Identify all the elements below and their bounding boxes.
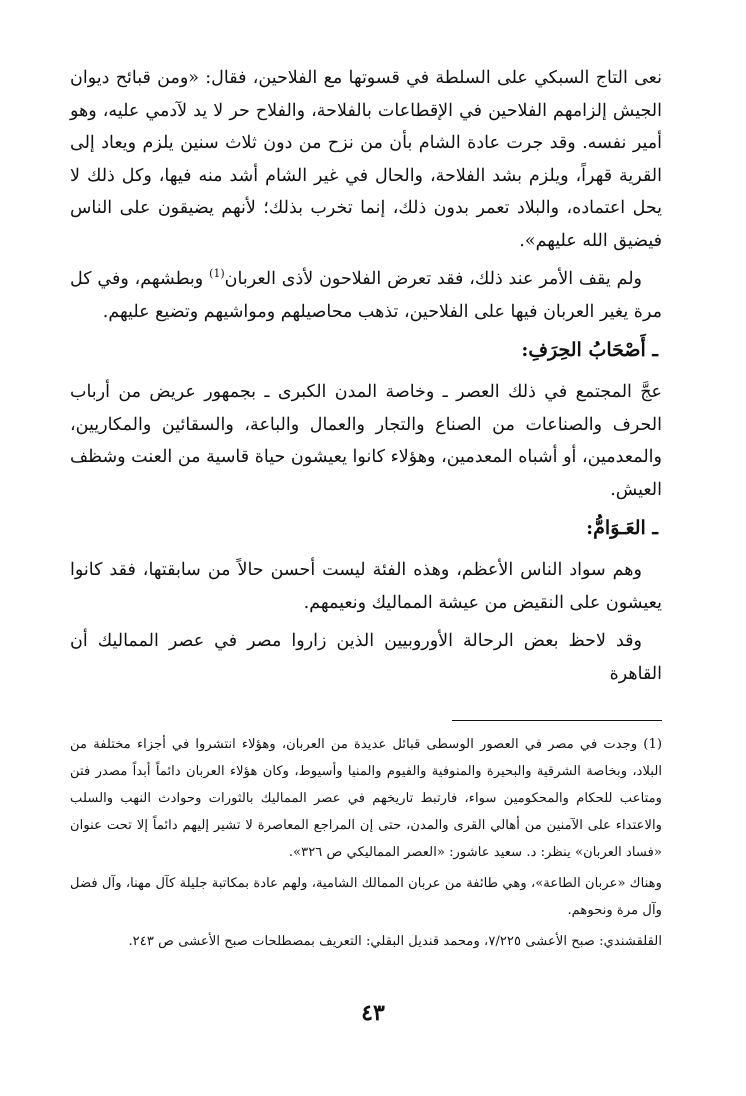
- footnote-reference-list: القلقشندي: صبح الأعشى ٧/٢٢٥، ومحمد قنديل البقلي: التعريف بمصطلحات صبح الأعشى ص ٢٤٣.: [128, 934, 662, 949]
- footnote-continuation: وهناك «عربان الطاعة»، وهي طائفة من عربان الممالك الشامية، ولهم عادة بمكاتبة جليلة كآل مهنا، وآل فضل وآل مرة ونحوهم.: [70, 876, 662, 918]
- footnotes: [70, 731, 662, 955]
- paragraph-1: نعى التاج السبكي على السلطة في قسوتها مع الفلاحين، فقال: «ومن قبائح ديوان الجيش إلزامهم الفلاحين في الإقطاعات بالفلاحة، والفلاح حر لا يد لآدمي عليه، وهو أمير نفسه. وقد جرت عادة الشام بأن من نزح من دون ثلاث سنين يلزم ويعاد إلى القرية قهراً، ويلزم بشد الفلاحة، والحال في غير الشام أشد منه فيها، وكل ذلك لا يحل اعتماده، والبلاد تعمر بدون ذلك، إنما تخرب بذلك؛ لأنهم يضيقون على الناس فيضيق الله عليهم».: [70, 68, 662, 251]
- paragraph-2-part-2: وبطشهم، وفي كل مرة يغير العربان فيها على الفلاحين، تذهب محاصيلهم ومواشيهم وتضيع عليهم.: [70, 269, 662, 322]
- main-text: [70, 62, 662, 690]
- paragraph-2: [70, 263, 662, 328]
- section-heading-craftsmen: ـ أَصْحَابُ الحِرَفِ:: [521, 339, 658, 361]
- paragraph-3: عجَّ المجتمع في ذلك العصر ـ وخاصة المدن الكبرى ـ بجمهور عريض من أرباب الحرف والصناعات من الصناع والتجار والعمال والباعة، والسقائين والمكاريين، والمعدمين، أو أشباه المعدمين، وهؤلاء كانوا يعيشون حياة قاسية من العنت وشظف العيش.: [70, 382, 662, 500]
- paragraph-4: وهم سواد الناس الأعظم، وهذه الفئة ليست أحسن حالاً من سابقتها، فقد كانوا يعيشون على النقيض من عيشة المماليك ونعيمهم.: [70, 560, 662, 613]
- document-page: [70, 62, 662, 1096]
- page-number: ٤٣: [361, 1000, 385, 1026]
- footnote-1: (1) وجدت في مصر في العصور الوسطى قبائل عديدة من العربان، وهؤلاء انتشروا في أجزاء مختلفة من البلاد، وبخاصة الشرقية والبحيرة والمنوفية والفيوم والمنيا وأسيوط، وكان هؤلاء العربان دائماً أبداً مصدر فتن ومتاعب للحكام والمحكومين سواء، فارتبط تاريخهم في عصر المماليك بالثورات وحوادث النهب والسلب والاعتداء على الآمنين من أهالي القرى والمدن، حتى إن المراجع المعاصرة لا تشير إليهم دائماً إلا تحت عنوان «فساد العربان» ينظر: د. سعيد عاشور: «العصر المماليكي ص ٣٢٦».: [70, 737, 662, 860]
- section-heading-commoners: ـ العَـوَامُّ:: [586, 517, 658, 539]
- footnote-reference: (1): [209, 267, 225, 281]
- paragraph-5: وقد لاحظ بعض الرحالة الأوروبيين الذين زاروا مصر في عصر المماليك أن القاهرة: [70, 631, 662, 684]
- footnote-separator: [452, 720, 662, 721]
- paragraph-2-part-1: ولم يقف الأمر عند ذلك، فقد تعرض الفلاحون لأذى العربان: [224, 269, 643, 289]
